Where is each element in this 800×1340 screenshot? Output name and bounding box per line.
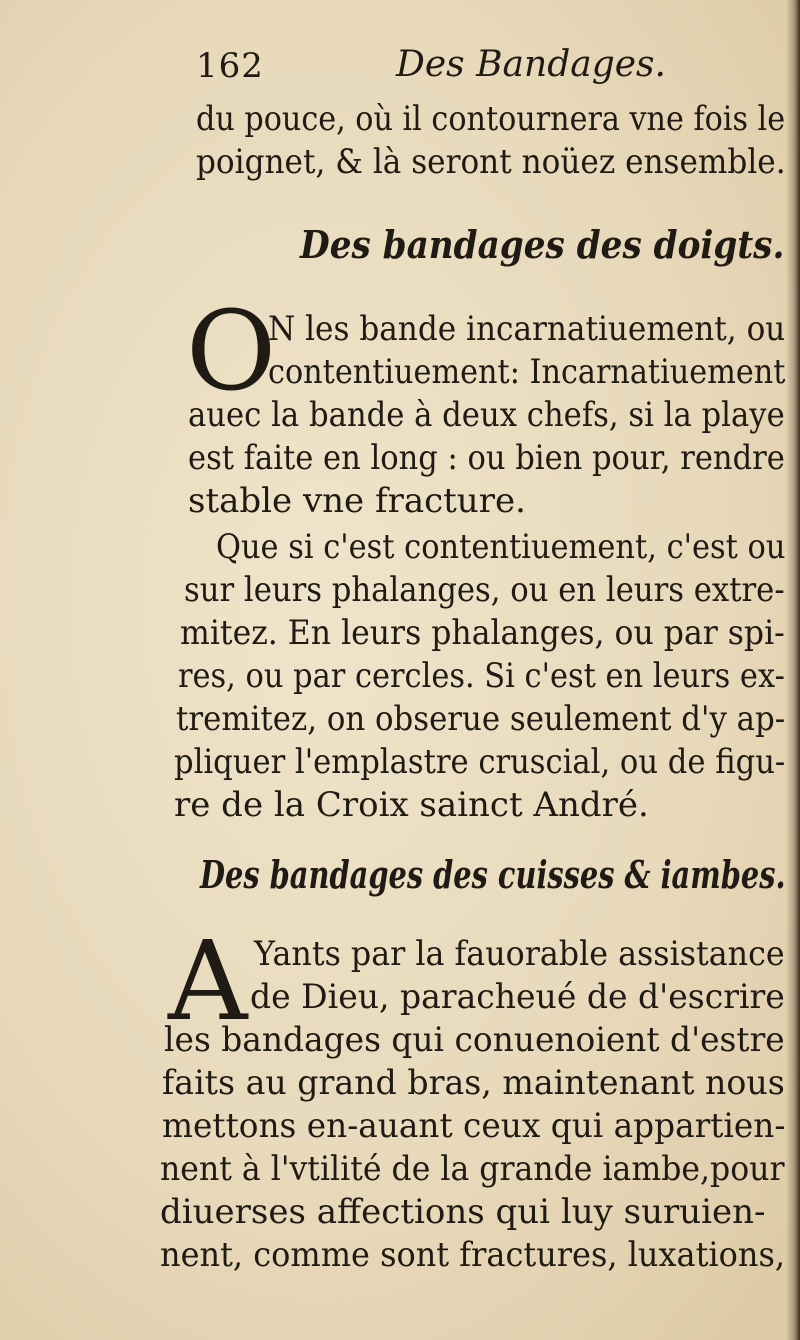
- text-line: tremitez, on obserue seulement d'y ap-: [176, 699, 786, 739]
- text-line: contentiuement: Incarnatiuement: [268, 352, 786, 392]
- section-heading-doigts: Des bandages des doigts.: [300, 222, 785, 267]
- text-line: Yants par la fauorable assistance: [254, 934, 785, 974]
- text-line: diuerses affections qui luy suruien-: [160, 1192, 766, 1232]
- text-line: poignet, & là seront noüez ensemble.: [196, 142, 786, 182]
- text-line: res, ou par cercles. Si c'est en leurs ex-: [178, 656, 785, 696]
- page-spine-shadow: [786, 0, 800, 1340]
- drop-cap: O: [186, 287, 277, 415]
- page-header: [196, 42, 756, 92]
- running-title: Des Bandages.: [396, 44, 666, 85]
- text-line: stable vne fracture.: [188, 481, 526, 521]
- drop-cap: A: [168, 917, 248, 1045]
- text-line: les bandages qui conuenoient d'estre: [164, 1020, 785, 1060]
- text-line: re de la Croix sainct André.: [174, 785, 649, 825]
- text-line: est faite en long : ou bien pour, rendre: [188, 438, 785, 478]
- text-line: nent, comme sont fractures, luxations,: [160, 1235, 786, 1275]
- text-line: du pouce, où il contournera vne fois le: [196, 99, 786, 139]
- text-line: mitez. En leurs phalanges, ou par spi-: [180, 613, 785, 653]
- text-line: faits au grand bras, maintenant nous: [162, 1063, 785, 1103]
- text-line: N les bande incarnatiuement, ou: [268, 309, 786, 349]
- text-line: de Dieu, paracheué de d'escrire: [250, 977, 785, 1017]
- text-line: nent à l'vtilité de la grande iambe,pour: [160, 1149, 785, 1189]
- text-line: Que si c'est contentiuement, c'est ou: [216, 527, 786, 567]
- text-line: pliquer l'emplastre cruscial, ou de figu-: [174, 742, 786, 782]
- text-line: auec la bande à deux chefs, si la playe: [188, 395, 785, 435]
- section-heading-cuisses: Des bandages des cuisses & iambes.: [200, 852, 786, 897]
- page-number: 162: [196, 46, 264, 86]
- text-line: sur leurs phalanges, ou en leurs extre-: [184, 570, 785, 610]
- text-line: mettons en-auant ceux qui appartien-: [162, 1106, 786, 1146]
